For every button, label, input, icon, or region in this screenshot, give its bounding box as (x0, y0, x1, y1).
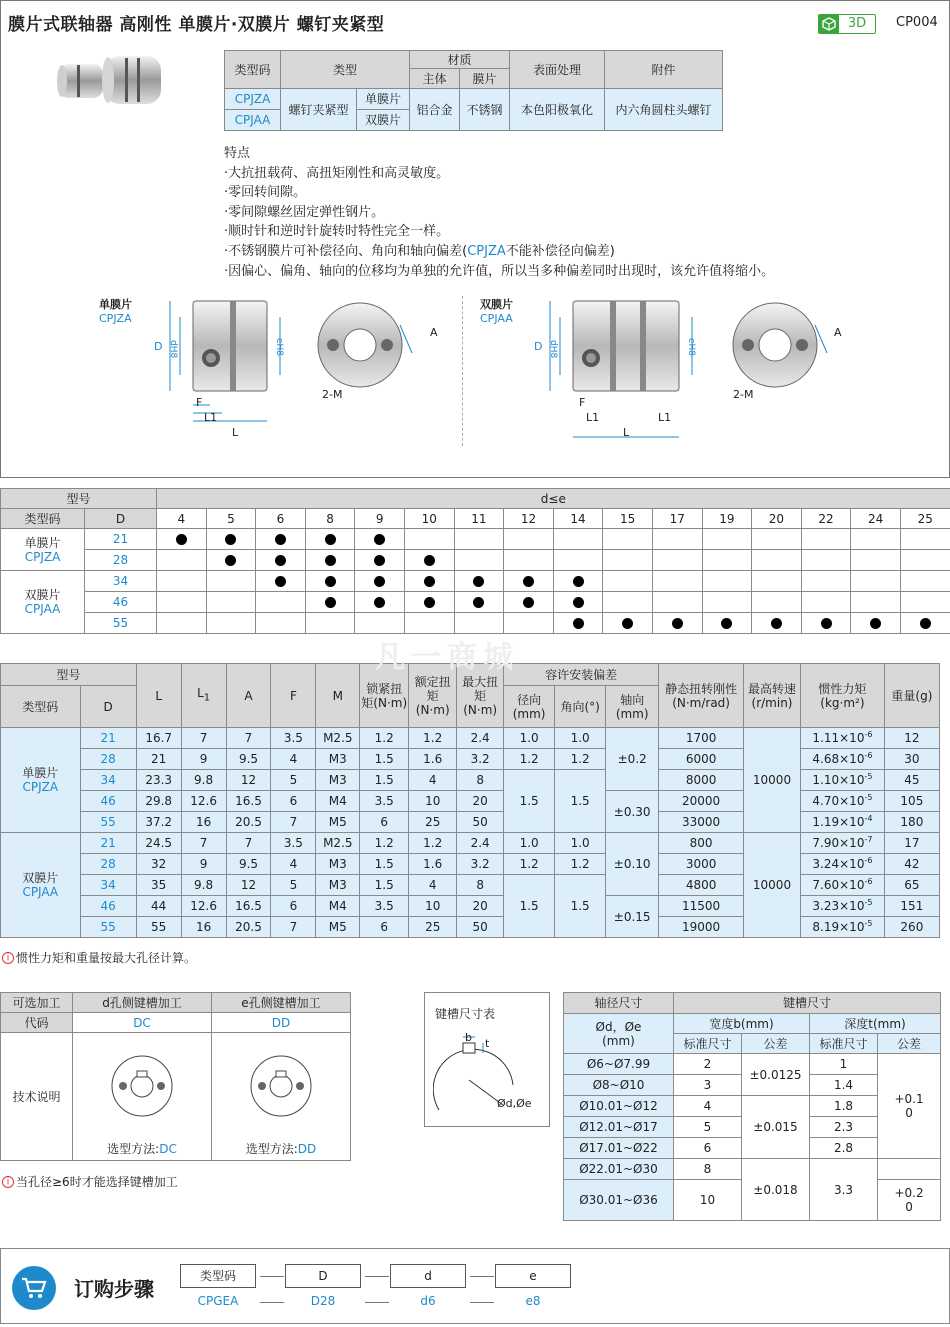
available-dot (424, 597, 435, 608)
available-dot (275, 576, 286, 587)
available-dot (275, 534, 286, 545)
available-dot (374, 597, 385, 608)
order-example: d6 (420, 1294, 436, 1308)
info-icon: i (2, 952, 14, 964)
table-row: 28 32 9 9.5 4 M3 1.5 1.6 3.2 1.2 1.2 3000 $3.24\times 10^{-6}$ 42 (1, 854, 940, 875)
available-dot (275, 555, 286, 566)
dc-drawing (107, 1051, 177, 1121)
double-coupling-drawing (530, 295, 850, 445)
list-item: ·大抗扭载荷、高扭矩刚性和高灵敏度。 (224, 165, 450, 181)
available-dot (573, 597, 584, 608)
available-dot (424, 576, 435, 587)
optional-table: 可选加工 d孔侧键槽加工 e孔侧键槽加工 代码 DC DD 技术说明 选型方法:DC 选型方法:DD (0, 992, 351, 1161)
dim-label: eH8 (274, 338, 284, 357)
available-dot (325, 534, 336, 545)
available-dot (374, 534, 385, 545)
dim-label: L1 (658, 411, 672, 424)
list-item: ·不锈钢膜片可补偿径向、角向和轴向偏差(CPJZA不能补偿径向偏差) (224, 243, 615, 259)
table-row: 单膜片 CPJZA 21 (1, 529, 950, 550)
available-dot (473, 576, 484, 587)
available-dot (721, 618, 732, 629)
connector-line (260, 1302, 284, 1303)
dim-label: D (534, 340, 543, 353)
list-item: ·因偏心、偏角、轴向的位移均为单独的允许值，所以当多种偏差同时出现时，该允许值将缩小。 (224, 263, 775, 279)
table-row: 34 23.3 9.8 12 5 M3 1.5 4 8 1.5 1.5 8000 $1.10\times 10^{-5}$ 45 (1, 770, 940, 791)
note-inertia: i 惯性力矩和重量按最大孔径计算。 (2, 949, 196, 966)
note-keyway: i 当孔径≥6时才能选择键槽加工 (2, 1173, 178, 1190)
available-dot (225, 555, 236, 566)
product-code: CP004 (896, 15, 938, 30)
dd-drawing (246, 1051, 316, 1121)
3d-label: 3D (847, 16, 867, 31)
list-item: ·零间隙螺丝固定弹性钢片。 (224, 204, 385, 220)
table-row: 55 37.2 16 20.5 7 M5 6 25 50 33000 $1.19\times 10^{-4}$ 180 (1, 812, 940, 833)
single-drawing-label: 单膜片 CPJZA (99, 298, 132, 325)
table-row: 28 (1, 550, 950, 571)
table-row: 46 44 12.6 16.5 6 M4 3.5 10 20 ±0.15 11500 $3.23\times 10^{-5}$ 151 (1, 896, 940, 917)
dim-label: dH8 (168, 340, 178, 359)
cube-icon (819, 15, 839, 33)
connector-line (470, 1276, 494, 1277)
available-dot (523, 576, 534, 587)
spec-table: 类型码 类型 材质 表面处理 附件 主体 膜片 CPJZA 螺钉夹紧型 单膜片 铝合金 不锈钢 本色阳极氧化 内六角圆柱头螺钉 CPJAA 双膜片 (224, 50, 723, 131)
features-list (224, 144, 774, 281)
order-title: 订购步骤 (74, 1277, 154, 1301)
dim-label: F (579, 396, 586, 409)
available-dot (374, 576, 385, 587)
dim-label: L1 (586, 411, 600, 424)
dim-label: L1 (204, 411, 218, 424)
available-dot (225, 534, 236, 545)
table-row: 46 29.8 12.6 16.5 6 M4 3.5 10 20 ±0.30 20000 $4.70\times 10^{-5}$ 105 (1, 791, 940, 812)
page-title: 膜片式联轴器 高刚性 单膜片·双膜片 螺钉夹紧型 (8, 15, 385, 35)
divider (462, 296, 463, 446)
available-dot (821, 618, 832, 629)
available-dot (523, 597, 534, 608)
order-step-box: 类型码 (180, 1264, 256, 1288)
cart-icon (12, 1266, 56, 1310)
connector-line (470, 1302, 494, 1303)
dim-label: L (623, 426, 630, 439)
product-photo (55, 52, 165, 110)
available-dot (672, 618, 683, 629)
order-example: CPGEA (197, 1294, 239, 1308)
single-coupling-drawing (150, 295, 450, 445)
dim-label: dH8 (548, 340, 558, 359)
table-row: 双膜片 CPJAA 21 24.5 7 7 3.5 M2.5 1.2 1.2 2.4 1.0 1.0 ±0.10 800 10000 $7.90\times 10^{-7}$ 17 (1, 833, 940, 854)
dim-label: D (154, 340, 163, 353)
table-row: 55 55 16 20.5 7 M5 6 25 50 19000 $8.19\times 10^{-5}$ 260 (1, 917, 940, 938)
dim-label: A (430, 326, 438, 339)
available-dot (325, 555, 336, 566)
available-dot (374, 555, 385, 566)
connector-line (260, 1276, 284, 1277)
available-dot (325, 597, 336, 608)
dim-label: 2-M (733, 388, 754, 401)
dim-label: A (834, 326, 842, 339)
list-item: ·顺时针和逆时针旋转时特性完全一样。 (224, 224, 450, 240)
available-dot (325, 576, 336, 587)
watermark: 凡一商城 (375, 640, 519, 675)
keyway-table: 轴径尺寸 键槽尺寸 Ød，Øe (mm) 宽度b(mm) 深度t(mm) 标准尺寸 公差 标准尺寸 公差 Ø6~Ø7.99 2 ±0.0125 1 +0.1 0 Ø8~Ø10 3 1.4 Ø10.01~Ø12 4 ±0.015 1.8 Ø12.01~Ø17 5 2.3 Ø17.01~Ø22 6 2.8 Ø22.01~Ø30 8 ±0.018 3.3 Ø30.01~Ø36 10 +0.2 0 (563, 992, 941, 1221)
table-row: 28 21 9 9.5 4 M3 1.5 1.6 3.2 1.2 1.2 6000 $4.68\times 10^{-6}$ 30 (1, 749, 940, 770)
spec-data-table: 型号 L $L_1$ A F M 锁紧扭矩(N·m) 额定扭矩(N·m) 最大扭矩(N·m) 容许安装偏差 静态扭转刚性(N·m/rad) 最高转速(r/min) 惯性力矩(kg·m²) 重量(g) 类型码 D 径向(mm) 角向(°) 轴向(mm) 单膜片 CPJZA 21 16.7 7 7 3.5 M2.5 1.2 1.2 2.4 1.0 1.0 ±0.2 1700 10000 $1.11\times 10^{-6}$ 12 28 21 9 9.5 4 M3 1.5 1.6 3.2 1.2 1.2 6000 $4.68\times 10^{-6}$ 30 34 23.3 9.8 12 5 M3 1.5 4 8 1.5 1.5 8000 $1.10\times 10^{-5}$ 45 46 29.8 12.6 16.5 6 M4 3.5 10 20 ±0.30 20000 $4.70\times 10^{-5}$ 105 55 37.2 16 20.5 7 M5 6 25 50 33000 $1.19\times 10^{-4}$ 180 双膜片 CPJAA 21 24.5 7 7 3.5 M2.5 1.2 1.2 2.4 1.0 1.0 ±0.10 800 10000 $7.90\times 10^{-7}$ 17 28 32 9 9.5 4 M3 1.5 1.6 3.2 1.2 1.2 3000 $3.24\times 10^{-6}$ 42 34 35 9.8 12 5 M3 1.5 4 8 1.5 1.5 4800 $7.60\times 10^{-6}$ 65 46 44 12.6 16.5 6 M4 3.5 10 20 ±0.15 11500 $3.23\times 10^{-5}$ 151 55 55 16 20.5 7 M5 6 25 50 19000 $8.19\times 10^{-5}$ 260 (0, 663, 940, 938)
order-step-box: D (285, 1264, 361, 1288)
available-dot (622, 618, 633, 629)
connector-line (365, 1276, 389, 1277)
table-row: 55 (1, 613, 950, 634)
available-dot (176, 534, 187, 545)
table-row: 单膜片 CPJZA 21 16.7 7 7 3.5 M2.5 1.2 1.2 2.4 1.0 1.0 ±0.2 1700 10000 $1.11\times 10^{-6}$ 12 (1, 728, 940, 749)
available-dot (573, 576, 584, 587)
3d-button[interactable] (818, 14, 876, 34)
table-row: 34 35 9.8 12 5 M3 1.5 4 8 1.5 1.5 4800 $7.60\times 10^{-6}$ 65 (1, 875, 940, 896)
order-example: D28 (310, 1294, 336, 1308)
list-item: ·零回转间隙。 (224, 185, 307, 201)
available-dot (473, 597, 484, 608)
order-step-box: e (495, 1264, 571, 1288)
table-row: 双膜片 CPJAA 34 (1, 571, 950, 592)
double-drawing-label: 双膜片 CPJAA (480, 298, 513, 325)
table-row: 46 (1, 592, 950, 613)
available-dot (424, 555, 435, 566)
available-dot (573, 618, 584, 629)
keyway-diagram: 键槽尺寸表 b t Ød,Øe (424, 992, 550, 1127)
order-example: e8 (525, 1294, 541, 1308)
info-icon: i (2, 1176, 14, 1188)
dim-label: F (196, 396, 203, 409)
dim-label: 2-M (322, 388, 343, 401)
bore-table: 型号 d≤e 类型码 D 4 5 6 8 9 10 11 12 14 15 17 19 20 22 24 25 单膜片 CPJZA 21 28 双膜片 CPJAA 34 46 55 (0, 488, 950, 634)
features-title: 特点 (224, 146, 251, 161)
connector-line (365, 1302, 389, 1303)
available-dot (771, 618, 782, 629)
order-step-box: d (390, 1264, 466, 1288)
dim-label: L (232, 426, 239, 439)
available-dot (920, 618, 931, 629)
dim-label: eH8 (686, 338, 696, 357)
available-dot (870, 618, 881, 629)
